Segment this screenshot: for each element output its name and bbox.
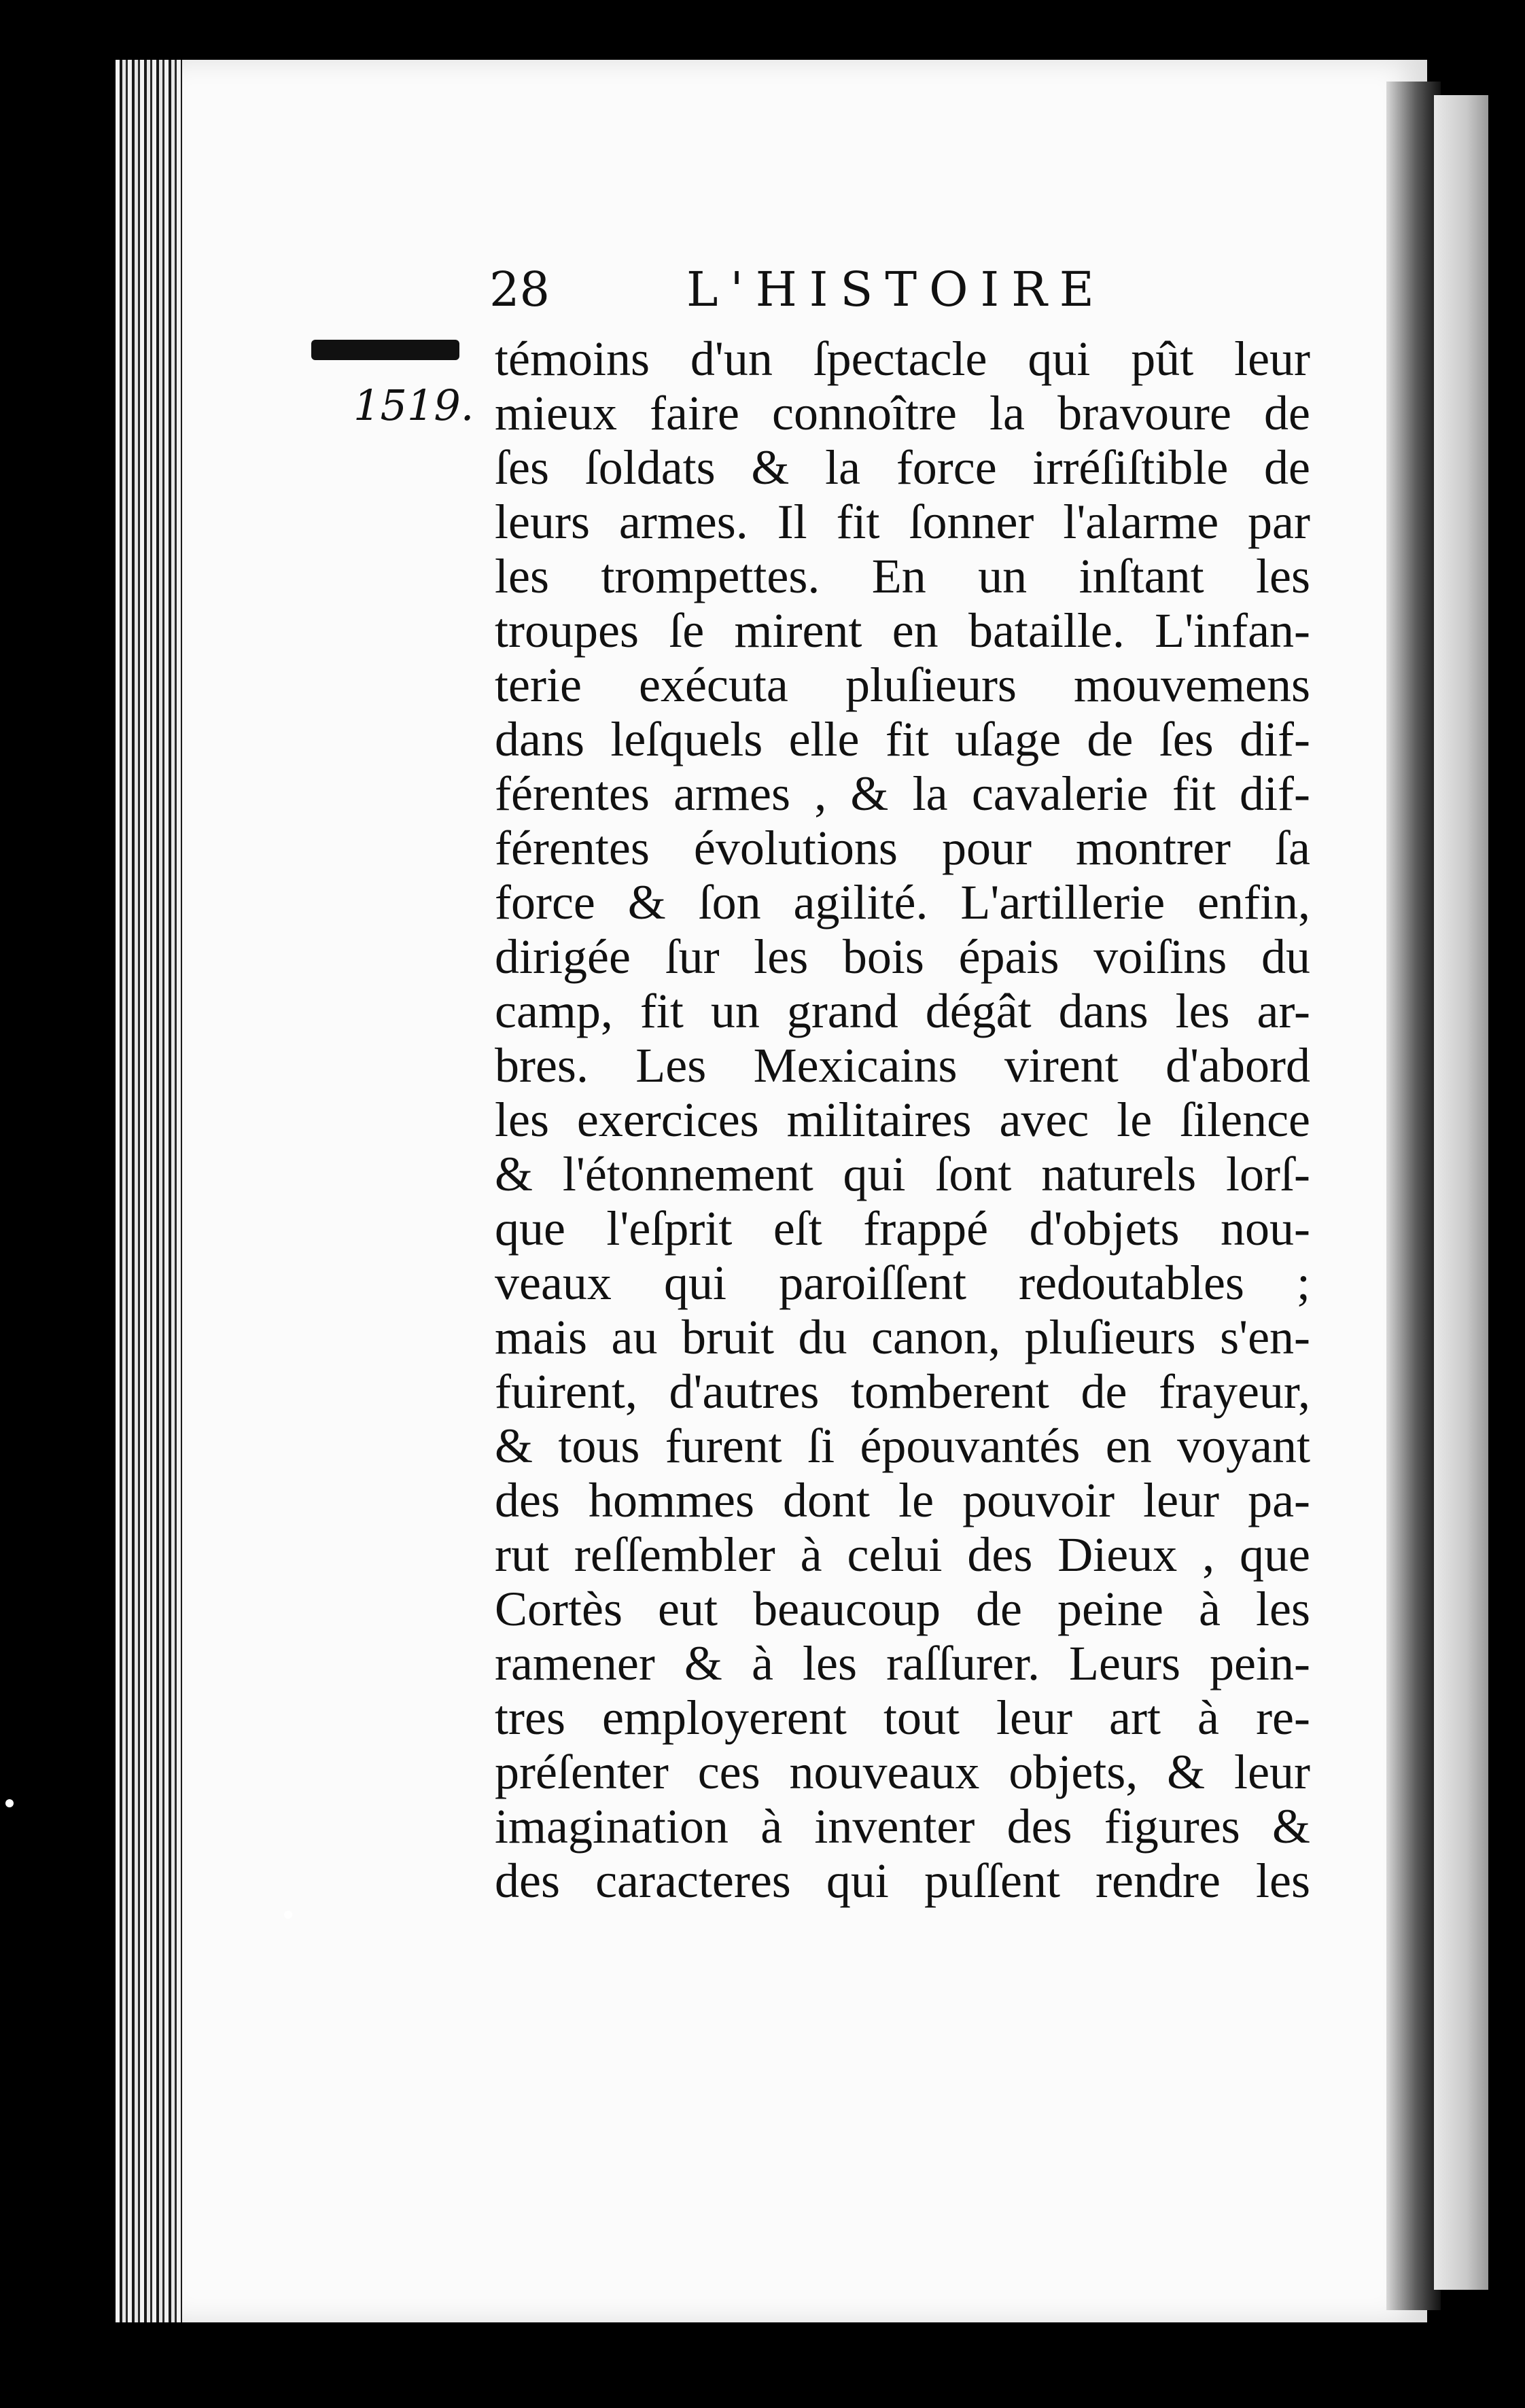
text-line: fuirent, d'autres tomberent de frayeur,: [495, 1364, 1310, 1419]
text-line: ſes ſoldats & la force irréſiſtible de: [495, 440, 1310, 495]
text-line: les trompettes. En un inſtant les: [495, 549, 1310, 603]
margin-rule: [311, 340, 459, 360]
text-line: férentes armes , & la cavalerie fit dif-: [495, 766, 1310, 821]
text-line: bres. Les Mexicains virent d'abord: [495, 1038, 1310, 1093]
text-line: imagination à inventer des figures &: [495, 1799, 1310, 1854]
text-line: & tous furent ſi épouvantés en voyant: [495, 1419, 1310, 1473]
text-line: ramener & à les raſſurer. Leurs pein-: [495, 1636, 1310, 1690]
text-line: camp, fit un grand dégât dans les ar-: [495, 984, 1310, 1038]
margin-year-note: 1519.: [353, 380, 474, 430]
scan-speck: [284, 1911, 292, 1919]
text-line: Cortès eut beaucoup de peine à les: [495, 1582, 1310, 1636]
binding-gutter-shadow: [1386, 82, 1441, 2310]
text-line: que l'eſprit eſt frappé d'objets nou-: [495, 1201, 1310, 1256]
text-line: des caracteres qui puſſent rendre les: [495, 1854, 1310, 1908]
text-line: mieux faire connoître la bravoure de: [495, 386, 1310, 440]
page-edges: [116, 60, 190, 2322]
text-line: férentes évolutions pour montrer ſa: [495, 821, 1310, 875]
text-line: préſenter ces nouveaux objets, & leur: [495, 1745, 1310, 1799]
page-header: [489, 262, 1305, 336]
text-line: dirigée ſur les bois épais voiſins du: [495, 929, 1310, 984]
text-line: mais au bruit du canon, pluſieurs s'en-: [495, 1310, 1310, 1364]
body-text: [495, 332, 1310, 1908]
scan-speck: [5, 1799, 14, 1807]
text-line: leurs armes. Il fit ſonner l'alarme par: [495, 495, 1310, 549]
text-line: force & ſon agilité. L'artillerie enfin,: [495, 875, 1310, 929]
text-line: rut reſſembler à celui des Dieux , que: [495, 1527, 1310, 1582]
text-line: les exercices militaires avec le ſilence: [495, 1093, 1310, 1147]
text-line: troupes ſe mirent en bataille. L'infan-: [495, 603, 1310, 658]
page-number: 28: [489, 262, 550, 317]
facing-page-edge: [1434, 95, 1488, 2290]
text-line: des hommes dont le pouvoir leur pa-: [495, 1473, 1310, 1527]
text-line: tres employerent tout leur art à re-: [495, 1690, 1310, 1745]
text-line: témoins d'un ſpectacle qui pût leur: [495, 332, 1310, 386]
text-line: dans leſquels elle fit uſage de ſes dif-: [495, 712, 1310, 766]
text-line: veaux qui paroiſſent redoutables ;: [495, 1256, 1310, 1310]
text-line: & l'étonnement qui ſont naturels lorſ-: [495, 1147, 1310, 1201]
text-line: terie exécuta pluſieurs mouvemens: [495, 658, 1310, 712]
running-title: L'HISTOIRE: [686, 262, 1106, 317]
